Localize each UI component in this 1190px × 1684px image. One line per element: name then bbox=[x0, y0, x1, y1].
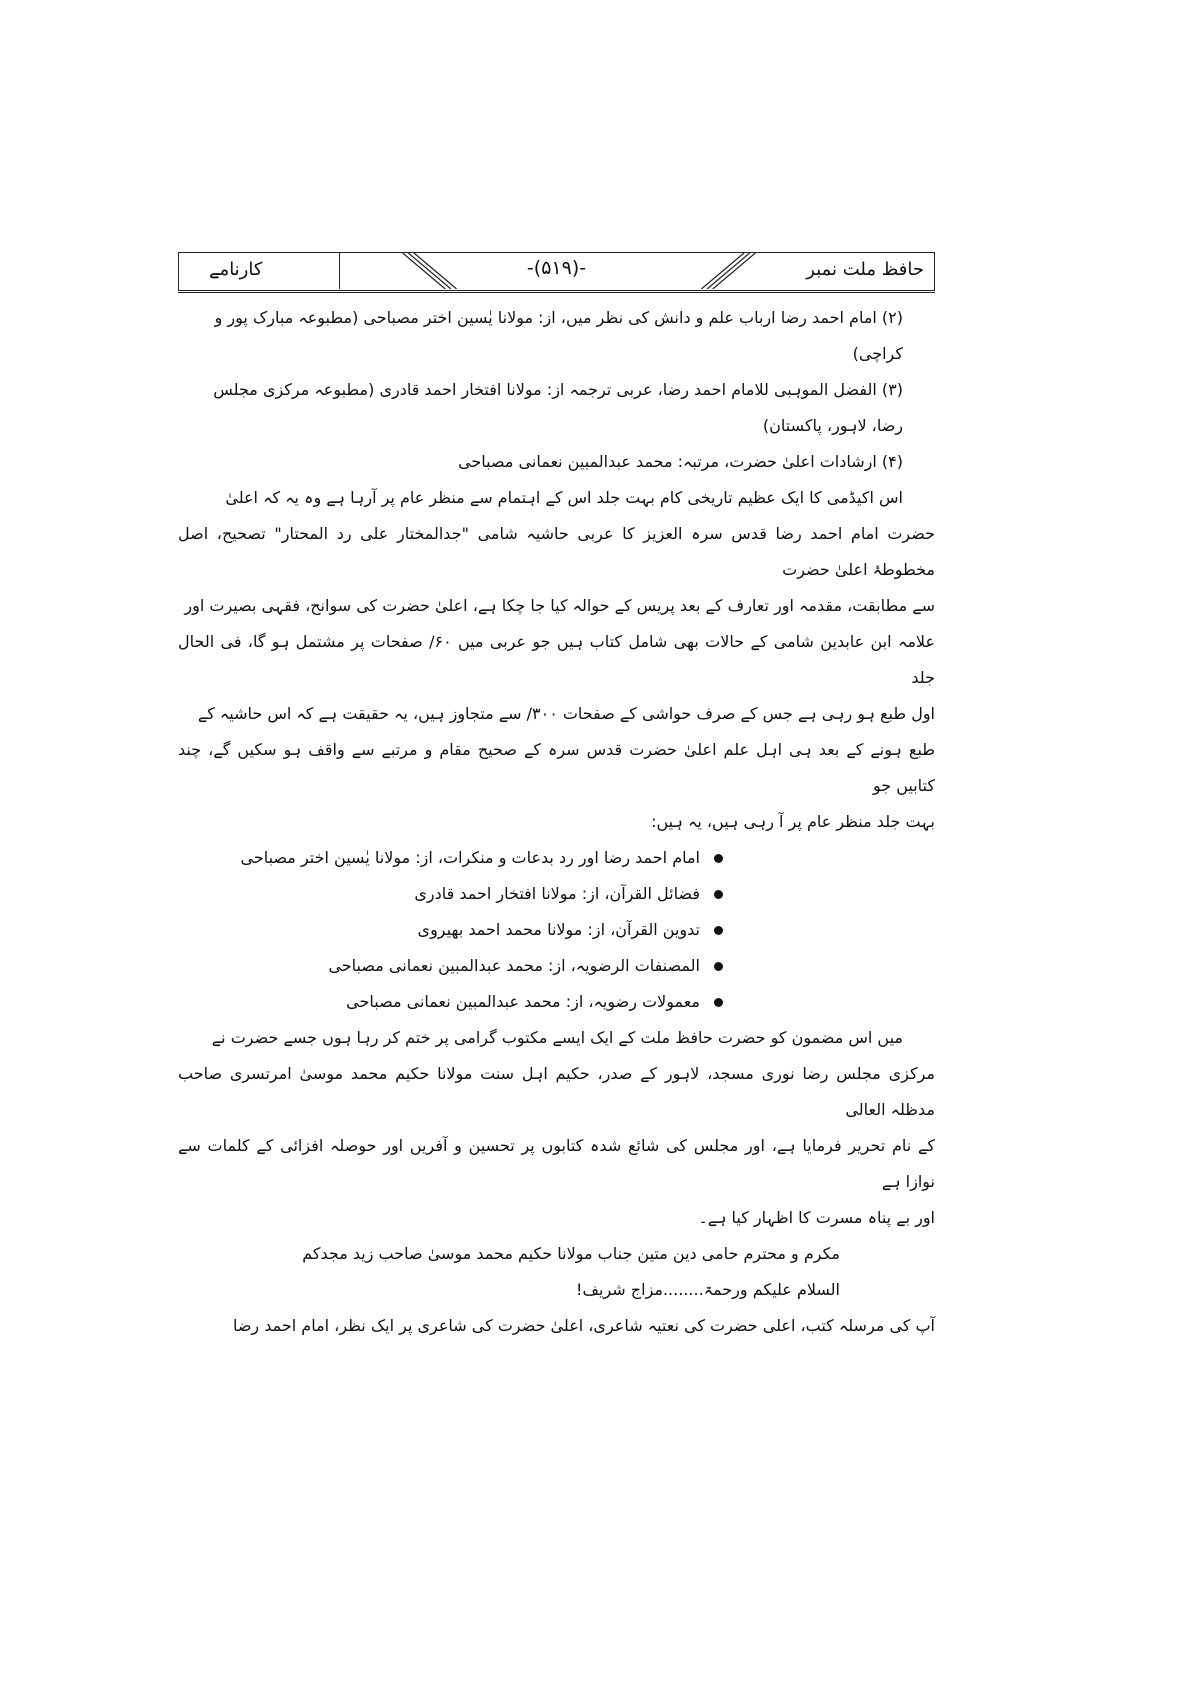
paragraph-line: علامہ ابن عابدین شامی کے حالات بھی شامل کتاب ہیں جو عربی میں ۶۰/ صفحات پر مشتمل ہو گا، فی الحال جلد bbox=[178, 632, 936, 687]
paragraph-line: میں اس مضمون کو حضرت حافظ ملت کے ایک ایسے مکتوب گرامی پر ختم کر رہا ہوں جسے حضرت نے bbox=[211, 1028, 903, 1047]
paragraph-line: اول طبع ہو رہی ہے جس کے صرف حواشی کے صفحات ۳۰۰/ سے متجاوز ہیں، یہ حقیقت ہے کہ اس حاشیہ کے bbox=[197, 704, 935, 723]
paragraph-line: بہت جلد منظر عام پر آ رہی ہیں، یہ ہیں: bbox=[651, 812, 935, 831]
bullet-item bbox=[178, 876, 935, 912]
bullet-icon bbox=[714, 926, 723, 935]
bullet-text: معمولات رضویہ، از: محمد عبدالمبین نعمانی مصباحی bbox=[346, 992, 700, 1011]
page-body bbox=[178, 300, 935, 1344]
bullet-icon bbox=[714, 998, 723, 1007]
bullet-icon bbox=[714, 962, 723, 971]
paragraph-line: کے نام تحریر فرمایا ہے، اور مجلس کی شائع شدہ کتابوں پر تحسین و آفریں اور حوصلہ افزائی کے کلمات سے نوازا ہے bbox=[178, 1136, 935, 1191]
bullet-icon bbox=[714, 854, 723, 863]
bullet-item bbox=[178, 840, 935, 876]
bullet-text: فضائل القرآن، از: مولانا افتخار احمد قادری bbox=[414, 884, 700, 903]
paragraph-line: اور بے پناہ مسرت کا اظہار کیا ہے۔ bbox=[698, 1208, 935, 1227]
bullet-text: المصنفات الرضویہ، از: محمد عبدالمبین نعمانی مصباحی bbox=[328, 956, 700, 975]
letter-body-line: آپ کی مرسلہ کتب، اعلی حضرت کی نعتیہ شاعری، اعلیٰ حضرت کی شاعری پر ایک نظر، امام احمد رضا bbox=[232, 1316, 935, 1335]
bullet-item bbox=[178, 948, 935, 984]
journal-title: حافظ ملت نمبر bbox=[806, 259, 924, 280]
bullet-icon bbox=[714, 890, 723, 899]
header-divider bbox=[178, 290, 935, 293]
section-title: کارنامے bbox=[209, 259, 263, 280]
paragraph-line: اس اکیڈمی کا ایک عظیم تاریخی کام بہت جلد اس کے اہتمام سے منظر عام پر آرہا ہے وہ یہ کہ اعلیٰ bbox=[225, 488, 903, 507]
paragraph-line: سے مطابقت، مقدمہ اور تعارف کے بعد پریس کے حوالہ کیا جا چکا ہے، اعلیٰ حضرت کی سوانح، فقہی بصیرت اور bbox=[184, 596, 935, 615]
book-list-item: (۲) امام احمد رضا ارباب علم و دانش کی نظر میں، از: مولانا یٰسین اختر مصباحی (مطبوعہ مبارک پور و کراچی) bbox=[214, 308, 903, 363]
bullet-item bbox=[178, 984, 935, 1020]
letter-salutation: مکرم و محترم حامی دین متین جناب مولانا حکیم محمد موسیٰ صاحب زید مجدکم bbox=[302, 1244, 840, 1263]
paragraph-line: طبع ہونے کے بعد ہی اہل علم اعلیٰ حضرت قدس سرہ کے صحیح مقام و مرتبے سے واقف ہو سکیں گے، چند کتابیں جو bbox=[178, 740, 935, 795]
paragraph-line: مرکزی مجلس رضا نوری مسجد، لاہور کے صدر، حکیم اہل سنت مولانا حکیم محمد موسیٰ امرتسری صاحب مدظلہ العالی bbox=[178, 1064, 935, 1119]
header-ornament-left bbox=[369, 253, 459, 289]
bullet-text: تدوین القرآن، از: مولانا محمد احمد بھیروی bbox=[417, 920, 700, 939]
page-header bbox=[178, 252, 935, 290]
bullet-text: امام احمد رضا اور رد بدعات و منکرات، از: مولانا یٰسین اختر مصباحی bbox=[240, 848, 700, 867]
paragraph-line: حضرت امام احمد رضا قدس سرہ العزیز کا عربی حاشیہ شامی "جدالمختار علی رد المحتار" تصحیح، اصل مخطوطۂ اعلیٰ حضرت bbox=[178, 524, 935, 579]
section-box-divider bbox=[179, 253, 340, 289]
bullet-item bbox=[178, 912, 935, 948]
letter-greeting: السلام علیکم ورحمۃ........مزاج شریف! bbox=[576, 1280, 840, 1299]
page-number: -(۵۱۹)- bbox=[526, 257, 587, 279]
book-list-item: (۴) ارشادات اعلیٰ حضرت، مرتبہ: محمد عبدالمبین نعمانی مصباحی bbox=[458, 452, 903, 471]
book-list-item: (۳) الفضل الموہبی للامام احمد رضا، عربی ترجمہ از: مولانا افتخار احمد قادری (مطبوعہ مرکزی مجلس رضا، لاہور، پاکستان) bbox=[213, 380, 903, 435]
